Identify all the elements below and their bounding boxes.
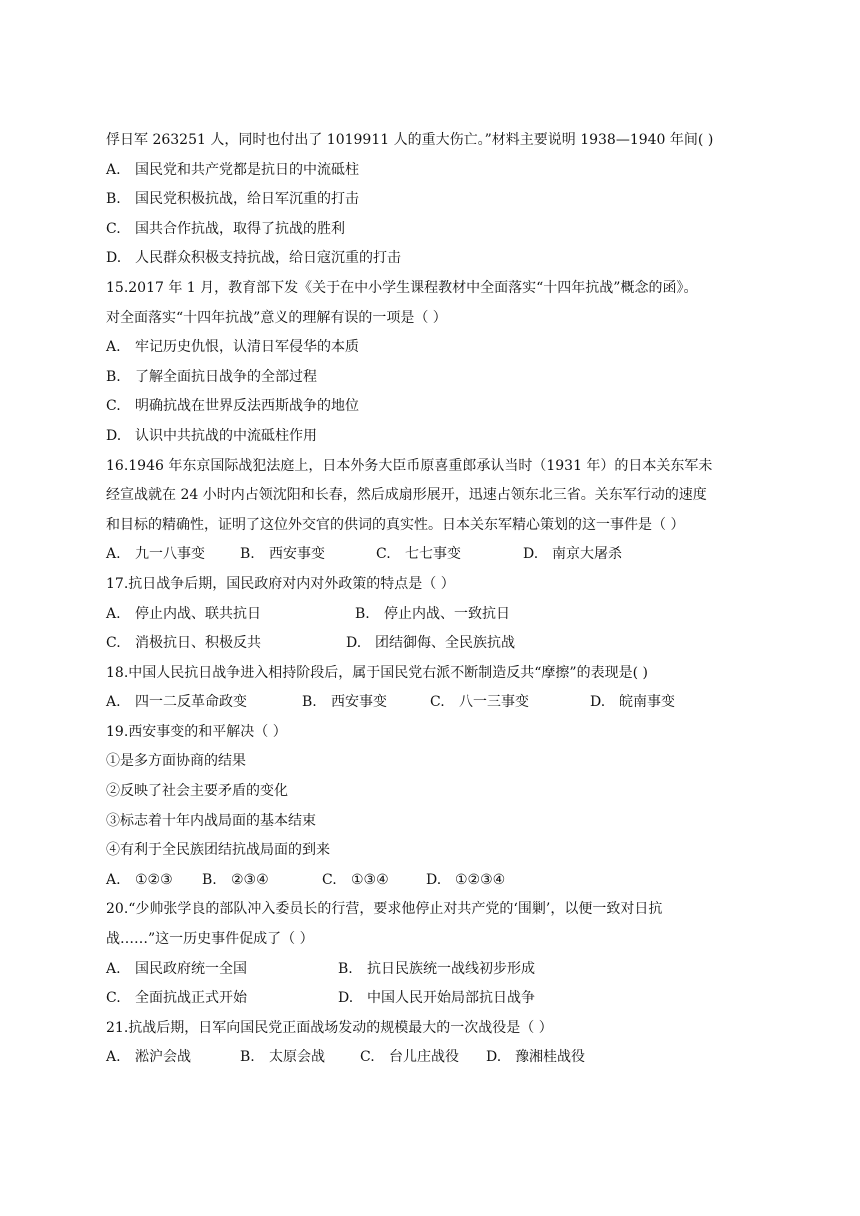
q16-option-c: C. 七七事变: [376, 546, 461, 563]
q15-stem-line1: 15.2017 年 1 月，教育部下发《关于在中小学生课程教材中全面落实“十四年抗战”概念的函》。: [106, 279, 698, 296]
q18-options-row: [106, 688, 766, 718]
q20-options-row2: [106, 984, 766, 1014]
q16-options-row: [106, 540, 766, 570]
q20-option-a: A. 国民政府统一全国: [106, 960, 247, 977]
q21-option-d: D. 豫湘桂战役: [486, 1049, 585, 1066]
q18-option-c: C. 八一三事变: [430, 694, 529, 711]
q17-option-c: C. 消极抗日、积极反共: [106, 635, 261, 652]
q20-option-b: B. 抗日民族统一战线初步形成: [338, 960, 535, 977]
q15-option-c: C. 明确抗战在世界反法西斯战争的地位: [106, 398, 359, 415]
q17-option-b: B. 停止内战、一致抗日: [355, 605, 510, 622]
q20-option-c: C. 全面抗战正式开始: [106, 990, 247, 1007]
q17-options-row2: [106, 629, 766, 659]
q19-statement-1: ①是多方面协商的结果: [106, 753, 246, 770]
q19-option-a: A. ①②③: [106, 871, 173, 888]
q14-option-b: B. 国民党积极抗战，给日军沉重的打击: [106, 191, 359, 208]
q17-option-a: A. 停止内战、联共抗日: [106, 605, 261, 622]
q21-option-a: A. 淞沪会战: [106, 1049, 191, 1066]
q20-stem-line2: 战……”这一历史事件促成了（ ）: [106, 931, 314, 948]
q19-statement-4: ④有利于全民族团结抗战局面的到来: [106, 842, 330, 859]
q21-option-b: B. 太原会战: [240, 1049, 325, 1066]
q19-statement-2: ②反映了社会主要矛盾的变化: [106, 783, 288, 800]
q20-options-row1: [106, 955, 766, 985]
q15-stem-line2: 对全面落实“十四年抗战”意义的理解有误的一项是（ ）: [106, 309, 447, 326]
q19-option-b: B. ②③④: [202, 871, 269, 888]
q16-option-a: A. 九一八事变: [106, 546, 205, 563]
q16-option-d: D. 南京大屠杀: [523, 546, 622, 563]
q20-option-d: D. 中国人民开始局部抗日战争: [338, 990, 535, 1007]
q19-option-d: D. ①②③④: [426, 871, 506, 888]
q14-option-d: D. 人民群众积极支持抗战，给日寇沉重的打击: [106, 250, 401, 267]
q18-stem: 18.中国人民抗日战争进入相持阶段后，属于国民党右派不断制造反共“摩擦”的表现是( ): [106, 664, 648, 681]
q21-stem: 21.抗战后期，日军向国民党正面战场发动的规模最大的一次战役是（ ）: [106, 1019, 553, 1036]
question-list: [106, 126, 766, 1073]
q21-option-c: C. 台儿庄战役: [360, 1049, 459, 1066]
q19-statement-3: ③标志着十年内战局面的基本结束: [106, 812, 316, 829]
q16-stem-line3: 和目标的精确性，证明了这位外交官的供词的真实性。日本关东军精心策划的这一事件是（ ）: [106, 516, 685, 533]
q15-option-a: A. 牢记历史仇恨，认清日军侵华的本质: [106, 339, 359, 356]
q19-options-row: [106, 866, 766, 896]
q19-option-c: C. ①③④: [322, 871, 389, 888]
q21-options-row: [106, 1043, 766, 1073]
q14-option-a: A. 国民党和共产党都是抗日的中流砥柱: [106, 161, 359, 178]
q18-option-d: D. 皖南事变: [590, 694, 675, 711]
q14-option-c: C. 国共合作抗战，取得了抗战的胜利: [106, 220, 345, 237]
q16-stem-line1: 16.1946 年东京国际战犯法庭上，日本外务大臣币原喜重郎承认当时（1931 年）的日本关东军未: [106, 457, 713, 474]
q19-stem: 19.西安事变的和平解决（ ）: [106, 723, 287, 740]
q16-stem-line2: 经宣战就在 24 小时内占领沈阳和长春，然后成扇形展开，迅速占领东北三省。关东军行动的速度: [106, 487, 707, 504]
q15-option-b: B. 了解全面抗日战争的全部过程: [106, 368, 317, 385]
q17-stem: 17.抗日战争后期，国民政府对内对外政策的特点是（ ）: [106, 575, 455, 592]
q15-option-d: D. 认识中共抗战的中流砥柱作用: [106, 427, 317, 444]
q17-option-d: D. 团结御侮、全民族抗战: [346, 635, 515, 652]
q18-option-b: B. 西安事变: [302, 694, 387, 711]
q20-stem-line1: 20.“少帅张学良的部队冲入委员长的行营，要求他停止对共产党的‘围剿’，以便一致对日抗: [106, 901, 663, 918]
q18-option-a: A. 四一二反革命政变: [106, 694, 247, 711]
q16-option-b: B. 西安事变: [240, 546, 325, 563]
q14-stem-tail: 俘日军 263251 人，同时也付出了 1019911 人的重大伤亡。”材料主要说明 1938—1940 年间( ): [106, 132, 714, 148]
q17-options-row1: [106, 600, 766, 630]
